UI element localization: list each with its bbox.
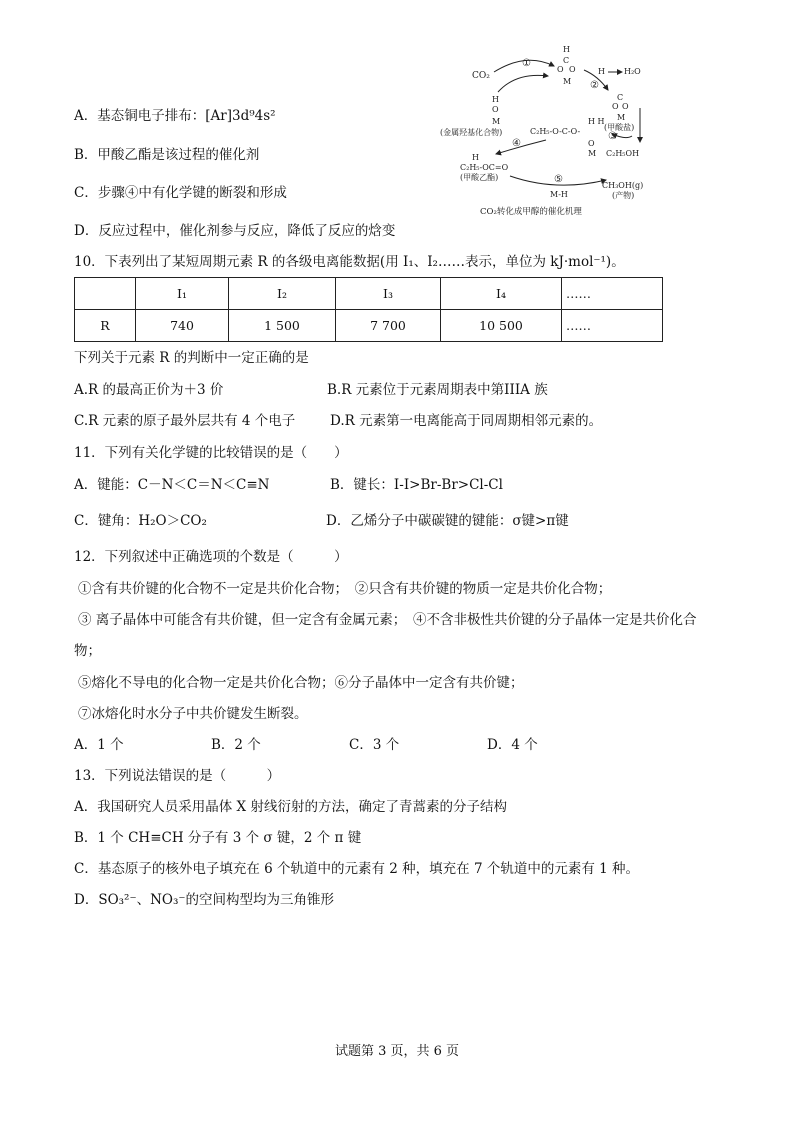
- diagram-step-2: ②: [590, 80, 599, 91]
- table-cell: 10 500: [441, 310, 562, 342]
- diagram-m-left: M: [492, 117, 501, 126]
- diagram-m-mid: M: [588, 149, 597, 158]
- q10-option-c: C.R 元素的原子最外层共有 4 个电子: [74, 413, 296, 429]
- diagram-caption: CO₂转化成甲醇的催化机理: [480, 207, 582, 217]
- q11-option-a: A．键能：C－N＜C＝N＜C≡N: [74, 477, 270, 493]
- diagram-step-1: ①: [522, 58, 531, 69]
- q10-prompt: 下列关于元素 R 的判断中一定正确的是: [74, 350, 309, 366]
- q12-statement-4-cont: 物；: [74, 643, 101, 659]
- diagram-co2: CO₂: [472, 71, 490, 81]
- q11-option-c: C．键角：H₂O＞CO₂: [74, 513, 207, 529]
- q10-option-a: A.R 的最高正价为＋3 价: [74, 382, 224, 398]
- diagram-c2h5-group: C₂H₅-O-C-O-: [530, 127, 581, 136]
- diagram-step-3: ③: [608, 131, 617, 142]
- q12-statement-7: ⑦冰熔化时水分子中共价键发生断裂。: [78, 706, 308, 722]
- page-footer: 试题第 3 页，共 6 页: [334, 1044, 460, 1059]
- diagram-o-right-b: O: [622, 102, 629, 111]
- q12-option-d: D．4 个: [487, 737, 538, 753]
- table-header-cell: I₁: [136, 278, 229, 310]
- diagram-o-right-a: O: [612, 102, 619, 111]
- q13-option-d: D．SO₃²⁻、NO₃⁻的空间构型均为三角锥形: [74, 892, 335, 908]
- q9-option-c: C．步骤④中有化学键的断裂和形成: [74, 185, 287, 201]
- diagram-step-4: ④: [512, 138, 521, 149]
- q9-option-b: B．甲酸乙酯是该过程的催化剂: [74, 147, 260, 163]
- q10-stem: 10．下表列出了某短周期元素 R 的各级电离能数据(用 I₁、I₂……表示，单位为 kJ·mol⁻¹)。: [74, 254, 625, 270]
- diagram-hh: H H: [588, 117, 605, 126]
- q13-stem: 13．下列说法错误的是（ ）: [74, 768, 281, 784]
- diagram-h-left: H: [492, 95, 499, 104]
- diagram-c-top: C: [563, 56, 570, 65]
- q13-option-b: B．1 个 CH≡CH 分子有 3 个 σ 键，2 个 π 键: [74, 830, 362, 846]
- q12-option-b: B．2 个: [211, 737, 261, 753]
- q9-option-a: A．基态铜电子排布：[Ar]3d⁹4s²: [74, 108, 276, 124]
- table-cell: 1 500: [229, 310, 336, 342]
- diagram-h-top: H: [563, 45, 570, 54]
- q11-option-b: B．键长：I-I>Br-Br>Cl-Cl: [330, 477, 503, 493]
- diagram-h-ef: H: [472, 153, 479, 162]
- diagram-h2o: H₂O: [624, 67, 641, 76]
- diagram-step-5: ⑤: [554, 174, 563, 185]
- diagram-o-top-left: O: [557, 65, 564, 74]
- diagram-product: (产物): [612, 191, 635, 200]
- table-header-cell: I₃: [336, 278, 441, 310]
- table-cell: R: [75, 310, 136, 342]
- diagram-formate-label: (甲酸盐): [604, 123, 635, 132]
- q12-option-a: A．1 个: [74, 737, 124, 753]
- catalytic-mechanism-diagram: [436, 42, 676, 220]
- ionization-energy-table: [74, 277, 663, 342]
- q10-option-d: D.R 元素第一电离能高于同周期相邻元素的。: [330, 413, 603, 429]
- diagram-h: H: [598, 67, 605, 76]
- diagram-m-top: M: [563, 77, 572, 86]
- q12-stem: 12．下列叙述中正确选项的个数是（ ）: [74, 549, 348, 565]
- diagram-ch3oh: CH₃OH(g): [602, 181, 644, 190]
- diagram-o-top-right: O: [569, 65, 576, 74]
- q11-stem: 11．下列有关化学键的比较错误的是（ ）: [74, 445, 348, 461]
- table-cell: 740: [136, 310, 229, 342]
- q13-option-a: A．我国研究人员采用晶体 X 射线衍射的方法，确定了青蒿素的分子结构: [74, 799, 507, 815]
- q9-option-d: D．反应过程中，催化剂参与反应，降低了反应的焓变: [74, 223, 396, 239]
- q12-option-c: C．3 个: [349, 737, 400, 753]
- table-header-cell: I₂: [229, 278, 336, 310]
- q13-option-c: C．基态原子的核外电子填充在 6 个轨道中的元素有 2 种，填充在 7 个轨道中的元素有 1 种。: [74, 861, 640, 877]
- q12-statement-5-6: ⑤熔化不导电的化合物一定是共价化合物；⑥分子晶体中一定含有共价键；: [78, 675, 524, 691]
- q10-option-b: B.R 元素位于元素周期表中第IIIA 族: [327, 382, 548, 398]
- diagram-mh: M-H: [550, 190, 568, 199]
- diagram-o-left: O: [492, 105, 499, 114]
- diagram-ethyl-formate: (甲酸乙酯): [460, 173, 499, 182]
- table-cell: 7 700: [336, 310, 441, 342]
- diagram-o-mid: O: [588, 139, 595, 148]
- q11-option-d: D．乙烯分子中碳碳键的键能：σ键>π键: [326, 513, 569, 529]
- q12-statement-1-2: ①含有共价键的化合物不一定是共价化合物； ②只含有共价键的物质一定是共价化合物；: [78, 581, 612, 597]
- table-header-cell: ……: [562, 278, 663, 310]
- table-cell: ……: [562, 310, 663, 342]
- q12-statement-3-4: ③ 离子晶体中可能含有共价键，但一定含有金属元素； ④不含非极性共价键的分子晶体一定是共价化合: [78, 612, 697, 628]
- table-header-row: [75, 278, 663, 310]
- diagram-ethyl-formate-formula: C₂H₅-OC=O: [460, 163, 509, 172]
- diagram-metal-hydroxyl: (金属羟基化合物): [440, 128, 503, 137]
- table-row: [75, 310, 663, 342]
- diagram-c2h5oh: C₂H₅OH: [606, 149, 640, 158]
- table-header-cell: [75, 278, 136, 310]
- table-header-cell: I₄: [441, 278, 562, 310]
- diagram-m-right: M: [617, 113, 626, 122]
- diagram-c-right: C: [617, 93, 624, 102]
